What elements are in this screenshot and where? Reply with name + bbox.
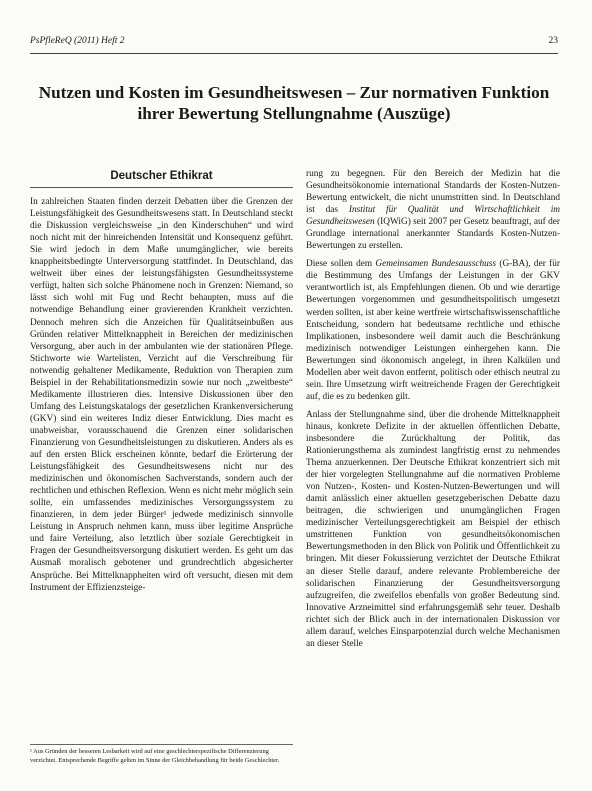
body-paragraph: In zahlreichen Staaten finden derzeit Debatten über die Grenzen der Leistungsfähigkeit des Gesundheitswesens statt. In Deutschland steckt die Diskussion vergleichsweise „in den Kinderschuhen“ und wird noch nicht mit der hinreichenden Intensität und Konsequenz geführt. Sie wird jedoch in dem Maße unumgänglicher, wie bereits knappheitsbedingte Unterversorgung stattfindet. In Deutschland, das weltweit über eines der leistungsfähigsten Gesundheitssysteme verfügt, halten sich solche Phänomene noch in Grenzen: Niemand, so lässt sich wohl mit Fug und Recht behaupten, muss auf die notwendige Behandlung einer gravierenden Krankheit verzichten. Dennoch mehren sich die Anzeichen für Qualitätseinbußen aus Gründen relativer Mittelknappheit in Bereichen der medizinischen Versorgung, aber auch in der ambulanten wie der stationären Pflege. Stichworte wie Wartelisten, Verzicht auf die Verschreibung für notwendig gehaltener Medikamente, Reduktion von Therapien zum Beispiel in der Rehabilitationsmedizin sowie nur noch „zweitbeste“ Medikamente illustrieren dies. Intensive Diskussionen über den Umfang des Leistungskatalogs der gesetzlichen Krankenversicherung (GKV) sind ein weiteres Indiz dieser Entwicklung. Dies macht es unabweisbar, vorausschauend die Grenzen einer solidarischen Finanzierung von Gesundheitsleistungen zu diskutieren. Anders als es auf den ersten Blick erscheinen könnte, bedarf die Erörterung der Leistungsfähigkeit des Gesundheitswesens nicht nur des medizinischen und ökonomischen Sachverstands, sondern auch der rechtlichen und ethischen Reflexion. Wenn es nicht mehr möglich sein sollte, ein umfassendes medizinisches Versorgungssystem zu finanzieren, in dem jeder Bürger¹ jedwede medizinisch sinnvolle Leistung in Anspruch nehmen kann, muss über legitime Ansprüche und faire Verteilung, also letztlich über soziale Gerechtigkeit in Fragen der Gesundheitsversorgung diskutiert werden. Es geht um das Ausmaß moralisch gebotener und grundrechtlich abgesicherter Ansprüche. Bei Mittelknappheiten wird oft versucht, diesen mit dem Instrument der Effizienzsteige- bbox=[30, 197, 293, 593]
section-heading: Deutscher Ethikrat bbox=[30, 170, 293, 188]
text-run: rung zu begegnen. Für den Bereich der Medizin hat die Gesundheitsökonomie international Standards der Kosten-Nutzen-Bewertung entwickelt, die nicht unumstritten sind. In Deutschland ist das bbox=[306, 169, 560, 216]
article-title bbox=[30, 82, 558, 124]
right-column bbox=[306, 168, 560, 656]
text-run: (G-BA), der für die Bestimmung des Umfangs der Leistungen in der GKV verantwortlich ist, als Empfehlungen dienen. Ob und wie derartige Bewertungen vorgenommen und gesundheitspolitisch umgesetzt werden sollten, ist aber keine wertfreie wirtschaftswissenschaftliche Entscheidung, sondern hat bedeutsame rechtliche und ethische Implikationen, insbesondere weil damit auch die Beschränkung medizinisch notwendiger Leistungen einhergehen kann. Die Bewertungen sind ökonomisch angelegt, in ihren Kalkülen und Modellen aber weit davon entfernt, politisch oder ethisch neutral zu sein. Ihre Umsetzung wirft weitreichende Fragen der Gerechtigkeit auf, die es zu bedenken gilt. bbox=[306, 259, 560, 402]
body-paragraph-2 bbox=[306, 258, 560, 403]
committee-name: Gemeinsamen Bundesausschuss bbox=[375, 259, 496, 270]
article-title-line-2: ihrer Bewertung Stellungnahme (Auszüge) bbox=[137, 104, 451, 123]
body-paragraph-3: Anlass der Stellungnahme sind, über die drohende Mittelknappheit hinaus, konkrete Defizite in der aktuellen öffentlichen Debatte, insbesondere die Zurückhaltung der Politik, das Rationierungsthema als zumindest langfristig ernst zu nehmendes Thema anzuerkennen. Der Deutsche Ethikrat konzentriert sich mit der hier vorgelegten Stellungnahme auf die normativen Probleme von Nutzen-, Kosten- und Kosten-Nutzen-Bewertungen und will damit anlässlich einer aktuellen gesetzgeberischen Debatte dazu beitragen, die schwierigen und unumgänglichen Fragen medizinischer Verteilungsgerechtigkeit am Beispiel der ethisch umstrittenen Funktion von gesundheitsökonomischen Bewertungsmethoden in den Blick von Politik und Öffentlichkeit zu bringen. Mit dieser Fokussierung verzichtet der Deutsche Ethikrat an dieser Stelle darauf, andere relevante Problembereiche der solidarischen Finanzierung der Gesundheitsversorgung aufzugreifen, die zweifellos ebenfalls von großer Bedeutung sind. Innovative Arzneimittel sind erfahrungsgemäß sehr teuer. Deshalb richtet sich der Blick auch in der internationalen Diskussion vor allem darauf, welches Einsparpotenzial durch welche Mechanismen an dieser Stelle bbox=[306, 409, 560, 649]
footnote-text: ¹ Aus Gründen der besseren Lesbarkeit wird auf eine geschlechterspezifische Differenzierung verzichtet. Entsprechende Begriffe gelten im Sinne der Gleichbehandlung für beide Geschlechter. bbox=[30, 748, 280, 764]
institute-name: Institut für Qualität und Wirtschaftlichkeit im Gesundheitswesen bbox=[306, 205, 560, 228]
journal-citation: PsPfleReQ (2011) Heft 2 bbox=[30, 36, 125, 46]
body-paragraph-1 bbox=[306, 168, 560, 252]
page-header bbox=[30, 36, 558, 50]
footnote bbox=[30, 744, 293, 765]
page-number: 23 bbox=[548, 36, 558, 46]
article-title-line-1: Nutzen und Kosten im Gesundheitswesen – Zur normativen Funktion bbox=[38, 83, 550, 102]
left-column bbox=[30, 170, 293, 594]
text-run: (IQWiG) seit 2007 per Gesetz beauftragt, auf der Grundlage international anerkannter Standards Kosten-Nutzen-Bewertungen zu erstellen. bbox=[306, 217, 560, 252]
header-rule bbox=[30, 53, 558, 54]
text-run: Diese sollen dem bbox=[306, 259, 376, 270]
